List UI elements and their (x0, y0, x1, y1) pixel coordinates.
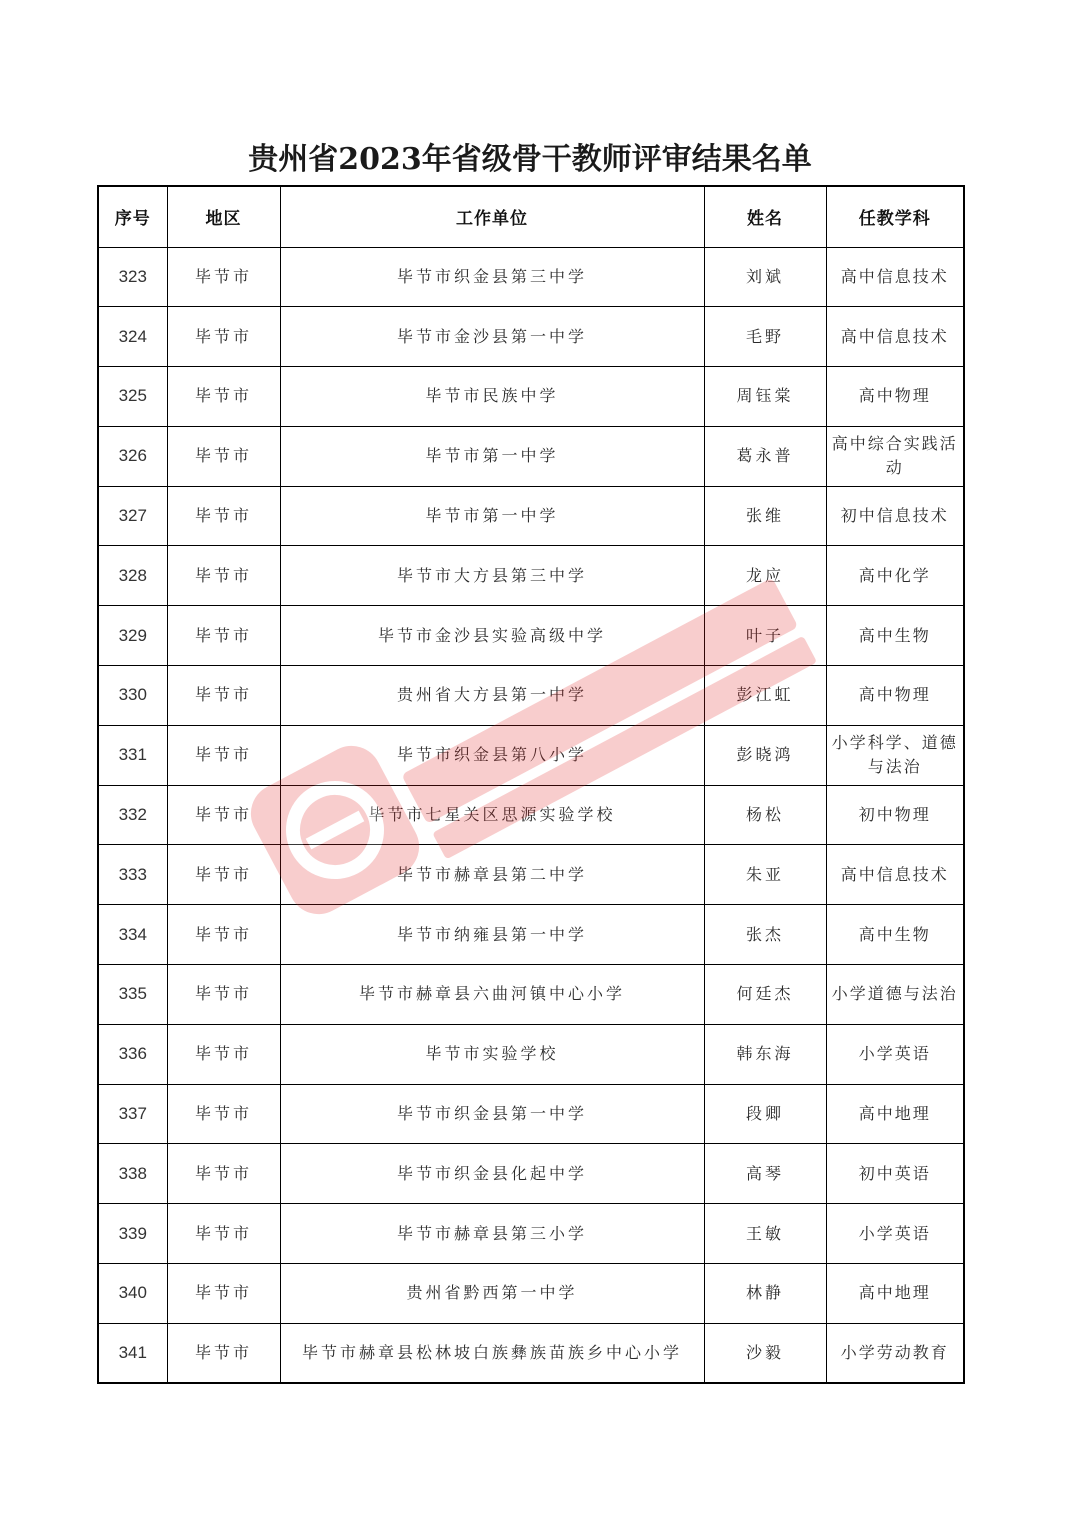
cell-region: 毕节市 (167, 486, 280, 546)
cell-subject: 高中信息技术 (826, 307, 964, 367)
cell-unit: 毕节市民族中学 (280, 367, 704, 427)
table-row (98, 426, 964, 486)
cell-unit: 毕节市赫章县第三小学 (280, 1204, 704, 1264)
table-row (98, 725, 964, 785)
cell-region: 毕节市 (167, 725, 280, 785)
cell-region: 毕节市 (167, 1144, 280, 1204)
cell-name: 彭晓鸿 (704, 725, 826, 785)
cell-unit: 贵州省黔西第一中学 (280, 1264, 704, 1324)
cell-no: 339 (98, 1204, 167, 1264)
cell-unit: 毕节市大方县第三中学 (280, 546, 704, 606)
table-row (98, 606, 964, 666)
cell-region: 毕节市 (167, 1323, 280, 1383)
cell-name: 叶子 (704, 606, 826, 666)
cell-subject: 高中物理 (826, 367, 964, 427)
cell-region: 毕节市 (167, 785, 280, 845)
cell-unit: 毕节市纳雍县第一中学 (280, 905, 704, 965)
cell-name: 朱亚 (704, 845, 826, 905)
cell-no: 336 (98, 1024, 167, 1084)
cell-region: 毕节市 (167, 1084, 280, 1144)
cell-subject: 初中英语 (826, 1144, 964, 1204)
table-row (98, 1204, 964, 1264)
cell-name: 沙毅 (704, 1323, 826, 1383)
cell-region: 毕节市 (167, 606, 280, 666)
cell-unit: 毕节市织金县化起中学 (280, 1144, 704, 1204)
table-row (98, 1264, 964, 1324)
cell-subject: 高中地理 (826, 1084, 964, 1144)
cell-unit: 毕节市第一中学 (280, 486, 704, 546)
cell-unit: 毕节市金沙县实验高级中学 (280, 606, 704, 666)
header-no: 序号 (98, 186, 167, 247)
cell-region: 毕节市 (167, 905, 280, 965)
page-title: 贵州省2023年省级骨干教师评审结果名单 (248, 142, 812, 177)
table-row (98, 785, 964, 845)
cell-no: 324 (98, 307, 167, 367)
cell-region: 毕节市 (167, 666, 280, 726)
cell-name: 林静 (704, 1264, 826, 1324)
cell-no: 341 (98, 1323, 167, 1383)
cell-region: 毕节市 (167, 307, 280, 367)
cell-subject: 高中信息技术 (826, 247, 964, 307)
cell-unit: 毕节市第一中学 (280, 426, 704, 486)
cell-region: 毕节市 (167, 367, 280, 427)
cell-no: 337 (98, 1084, 167, 1144)
cell-subject: 高中化学 (826, 546, 964, 606)
table-row (98, 1144, 964, 1204)
cell-unit: 毕节市织金县第三中学 (280, 247, 704, 307)
cell-subject: 小学劳动教育 (826, 1323, 964, 1383)
cell-no: 328 (98, 546, 167, 606)
cell-name: 王敏 (704, 1204, 826, 1264)
cell-subject: 高中生物 (826, 905, 964, 965)
cell-no: 325 (98, 367, 167, 427)
cell-no: 327 (98, 486, 167, 546)
cell-name: 张维 (704, 486, 826, 546)
table-row (98, 1323, 964, 1383)
cell-unit: 毕节市金沙县第一中学 (280, 307, 704, 367)
header-region: 地区 (167, 186, 280, 247)
cell-subject: 高中生物 (826, 606, 964, 666)
cell-no: 340 (98, 1264, 167, 1324)
table-row (98, 247, 964, 307)
cell-name: 刘斌 (704, 247, 826, 307)
cell-no: 330 (98, 666, 167, 726)
table-header (98, 186, 964, 247)
cell-subject: 小学英语 (826, 1204, 964, 1264)
table-row (98, 1024, 964, 1084)
cell-no: 323 (98, 247, 167, 307)
table-body (98, 247, 964, 1383)
cell-region: 毕节市 (167, 1264, 280, 1324)
cell-no: 329 (98, 606, 167, 666)
cell-region: 毕节市 (167, 965, 280, 1025)
cell-region: 毕节市 (167, 845, 280, 905)
cell-no: 338 (98, 1144, 167, 1204)
table-row (98, 845, 964, 905)
cell-unit: 毕节市赫章县第二中学 (280, 845, 704, 905)
cell-name: 韩东海 (704, 1024, 826, 1084)
cell-unit: 毕节市织金县第八小学 (280, 725, 704, 785)
cell-unit: 毕节市七星关区思源实验学校 (280, 785, 704, 845)
cell-name: 龙应 (704, 546, 826, 606)
cell-subject: 初中物理 (826, 785, 964, 845)
cell-unit: 毕节市赫章县松林坡白族彝族苗族乡中心小学 (280, 1323, 704, 1383)
cell-name: 毛野 (704, 307, 826, 367)
table-row (98, 367, 964, 427)
cell-no: 335 (98, 965, 167, 1025)
teacher-roster-table (97, 185, 965, 1384)
cell-region: 毕节市 (167, 546, 280, 606)
cell-subject: 高中综合实践活动 (826, 426, 964, 486)
cell-subject: 小学英语 (826, 1024, 964, 1084)
table-row (98, 905, 964, 965)
cell-region: 毕节市 (167, 1204, 280, 1264)
cell-unit: 毕节市实验学校 (280, 1024, 704, 1084)
cell-name: 张杰 (704, 905, 826, 965)
cell-subject: 高中物理 (826, 666, 964, 726)
cell-no: 334 (98, 905, 167, 965)
cell-no: 326 (98, 426, 167, 486)
cell-name: 段卿 (704, 1084, 826, 1144)
cell-region: 毕节市 (167, 426, 280, 486)
cell-no: 332 (98, 785, 167, 845)
cell-name: 何廷杰 (704, 965, 826, 1025)
cell-region: 毕节市 (167, 247, 280, 307)
cell-subject: 高中地理 (826, 1264, 964, 1324)
header-subject: 任教学科 (826, 186, 964, 247)
cell-subject: 高中信息技术 (826, 845, 964, 905)
cell-unit: 贵州省大方县第一中学 (280, 666, 704, 726)
cell-unit: 毕节市赫章县六曲河镇中心小学 (280, 965, 704, 1025)
table-row (98, 666, 964, 726)
table-row (98, 546, 964, 606)
header-name: 姓名 (704, 186, 826, 247)
header-row (98, 186, 964, 247)
table-row (98, 486, 964, 546)
cell-name: 高琴 (704, 1144, 826, 1204)
cell-unit: 毕节市织金县第一中学 (280, 1084, 704, 1144)
cell-subject: 初中信息技术 (826, 486, 964, 546)
cell-subject: 小学道德与法治 (826, 965, 964, 1025)
cell-region: 毕节市 (167, 1024, 280, 1084)
cell-subject: 小学科学、道德与法治 (826, 725, 964, 785)
cell-no: 333 (98, 845, 167, 905)
cell-name: 杨松 (704, 785, 826, 845)
table-row (98, 1084, 964, 1144)
table-row (98, 307, 964, 367)
cell-no: 331 (98, 725, 167, 785)
cell-name: 葛永普 (704, 426, 826, 486)
cell-name: 彭江虹 (704, 666, 826, 726)
table-row (98, 965, 964, 1025)
cell-name: 周钰棠 (704, 367, 826, 427)
header-unit: 工作单位 (280, 186, 704, 247)
